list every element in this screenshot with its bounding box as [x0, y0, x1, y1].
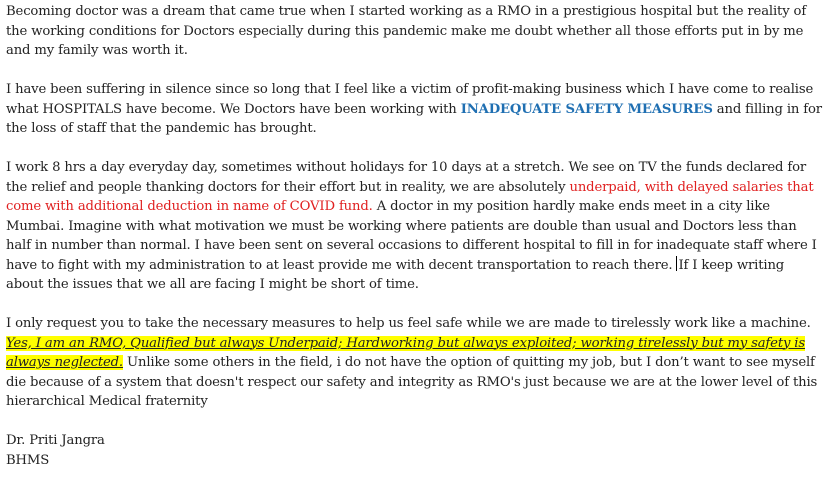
- highlighted-statement: Yes, I am an RMO, Qualified but always Underpaid; Hardworking but always exploited; working tirelessly but my safety is always neglected.: [6, 335, 805, 370]
- paragraph-spacer: [6, 412, 824, 432]
- underpaid-emphasis: underpaid, with delayed salaries that come with additional deduction in name of COVID fund.: [6, 179, 814, 214]
- paragraph-workload-middle: A doctor in my position hardly make ends meet in a city like Mumbai. Imagine with what motivation we must be working where patients are double than usual and Doctors less than half in number than normal. I have been sent on several occasions to different hospital to fill in for inadequate staff where I have to fight with my administration to at least provide me with decent transportation to reach there.: [6, 199, 817, 273]
- paragraph-suffering-text: I have been suffering in silence since so long that I feel like a victim of profit-making business which I have come to realise what HOSPITALS have become. We Doctors have been working with: [6, 82, 814, 117]
- paragraph-suffering-end: and filling in for the loss of staff that the pandemic has brought.: [6, 101, 822, 136]
- paragraph-suffering: [6, 80, 824, 139]
- paragraph-intro-text: Becoming doctor was a dream that came true when I started working as a RMO in a prestigious hospital but the reality of the working conditions for Doctors especially during this pandemic make me doubt whether all those efforts put in by me and my family was worth it.: [6, 4, 807, 58]
- paragraph-workload-text: I work 8 hrs a day everyday day, sometimes without holidays for 10 days at a stretch. We see on TV the funds declared for the relief and people thanking doctors for their effort but in reality, we are absolutely: [6, 160, 807, 195]
- paragraph-request: [6, 314, 824, 412]
- paragraph-spacer: [6, 139, 824, 159]
- safety-emphasis: INADEQUATE SAFETY MEASURES: [460, 101, 713, 117]
- letter-document: [6, 2, 824, 470]
- signature-name: Dr. Priti Jangra: [6, 433, 105, 448]
- paragraph-request-text: I only request you to take the necessary measures to help us feel safe while we are made to tirelessly work like a machine.: [6, 316, 811, 331]
- paragraph-workload: [6, 158, 824, 295]
- paragraph-spacer: [6, 61, 824, 81]
- paragraph-workload-end: If I keep writing about the issues that we all are facing I might be short of time.: [6, 257, 785, 292]
- signature-degree: BHMS: [6, 452, 50, 468]
- paragraph-spacer: [6, 295, 824, 315]
- paragraph-intro: [6, 2, 824, 61]
- paragraph-request-end: Unlike some others in the field, i do not have the option of quitting my job, but I don’t want to see myself die because of a system that doesn't respect our safety and integrity as RMO's just because we are at the lower level of this hierarchical Medical fraternity: [6, 355, 818, 409]
